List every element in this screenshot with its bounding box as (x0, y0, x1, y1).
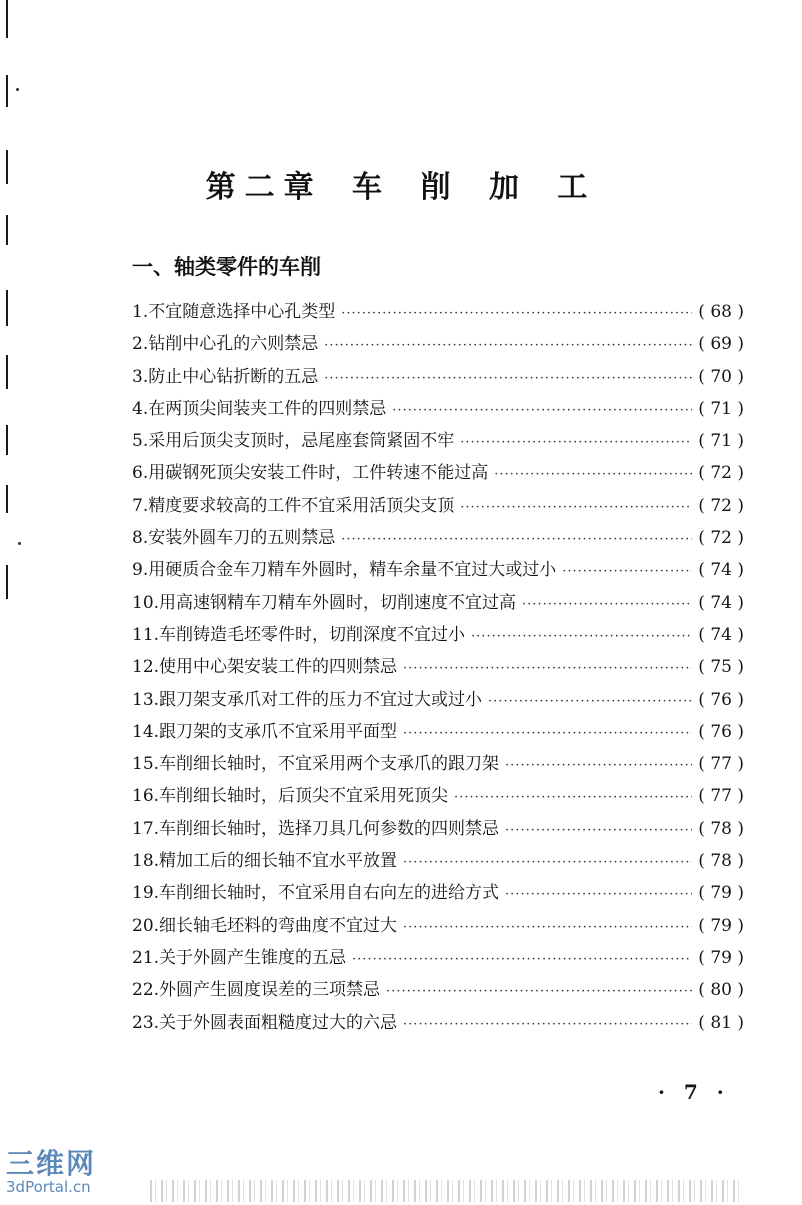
toc-entry (132, 845, 744, 877)
toc-dot-leader (505, 815, 692, 847)
toc-dot-leader (341, 298, 692, 330)
toc-entry (132, 554, 744, 586)
toc-dot-leader (403, 718, 692, 750)
toc-dot-leader (505, 879, 692, 911)
toc-dot-leader (403, 912, 692, 944)
toc-entry-page: ( 79 ) (698, 915, 744, 936)
toc-dot-leader (454, 782, 692, 814)
toc-entry-page: ( 69 ) (698, 334, 744, 355)
toc-dot-leader (505, 750, 692, 782)
toc-entry (132, 619, 744, 651)
binding-mark (6, 425, 8, 455)
toc-dot-leader (488, 686, 692, 718)
toc-dot-leader (352, 944, 692, 976)
toc-entry-title: 车削细长轴时，选择刀具几何参数的四则禁忌 (159, 818, 500, 839)
toc-entry-page: ( 78 ) (698, 851, 744, 872)
toc-entry-number: 4. (132, 398, 149, 419)
toc-entry-number: 15. (132, 754, 160, 775)
toc-entry (132, 361, 744, 393)
toc-dot-leader (471, 621, 692, 653)
toc-entry-page: ( 72 ) (698, 528, 744, 549)
toc-dot-leader (494, 459, 692, 491)
toc-dot-leader (403, 847, 692, 879)
toc-entry-number: 23. (132, 1012, 160, 1033)
page-number: · 7 · (658, 1080, 730, 1104)
toc-entry (132, 974, 744, 1006)
chapter-title: 第二章 车 削 加 工 (205, 170, 597, 205)
toc-entry-title: 跟刀架支承爪对工件的压力不宜过大或过小 (159, 689, 483, 710)
toc-entry-title: 关于外圆表面粗糙度过大的六忌 (159, 1012, 398, 1033)
scan-noise (150, 1180, 740, 1202)
toc-dot-leader (324, 330, 692, 362)
scan-speck (16, 88, 19, 91)
toc-entry-number: 3. (132, 366, 149, 387)
toc-entry (132, 748, 744, 780)
binding-mark (6, 215, 8, 245)
toc-entry-number: 16. (132, 786, 160, 807)
toc-entry-title: 关于外圆产生锥度的五忌 (159, 947, 347, 968)
toc-dot-leader (341, 524, 692, 556)
toc-entry-number: 13. (132, 689, 160, 710)
toc-entry (132, 1007, 744, 1039)
toc-entry-title: 精加工后的细长轴不宜水平放置 (159, 851, 398, 872)
toc-entry-title: 用硬质合金车刀精车外圆时，精车余量不宜过大或过小 (148, 560, 557, 581)
toc-entry-title: 安装外圆车刀的五则禁忌 (148, 528, 336, 549)
toc-entry-number: 5. (132, 431, 149, 452)
toc-entry-number: 18. (132, 851, 160, 872)
toc-entry-page: ( 70 ) (698, 366, 744, 387)
watermark-top-text: 三维网 (6, 1147, 97, 1180)
toc-entry-page: ( 71 ) (698, 431, 744, 452)
toc-entry-title: 用高速钢精车刀精车外圆时，切削速度不宜过高 (159, 592, 517, 613)
toc-entry-page: ( 79 ) (698, 947, 744, 968)
toc-entry (132, 296, 744, 328)
toc-entry-page: ( 71 ) (698, 398, 744, 419)
toc-entry-number: 21. (132, 947, 160, 968)
toc-entry-page: ( 76 ) (698, 689, 744, 710)
binding-mark (6, 75, 8, 107)
toc-entry (132, 490, 744, 522)
toc-entry-title: 外圆产生圆度误差的三项禁忌 (159, 980, 381, 1001)
table-of-contents (132, 296, 744, 1039)
toc-dot-leader (460, 492, 692, 524)
toc-entry (132, 910, 744, 942)
toc-entry-title: 跟刀架的支承爪不宜采用平面型 (159, 721, 398, 742)
toc-entry-title: 细长轴毛坯料的弯曲度不宜过大 (159, 915, 398, 936)
binding-mark (6, 290, 8, 326)
toc-entry-title: 采用后顶尖支顶时，忌尾座套筒紧固不牢 (148, 431, 455, 452)
toc-entry (132, 813, 744, 845)
toc-entry-number: 6. (132, 463, 149, 484)
toc-entry (132, 393, 744, 425)
toc-dot-leader (460, 427, 692, 459)
toc-dot-leader (392, 395, 692, 427)
toc-entry-page: ( 77 ) (698, 754, 744, 775)
binding-mark (6, 355, 8, 389)
toc-entry (132, 716, 744, 748)
toc-entry-title: 精度要求较高的工件不宜采用活顶尖支顶 (148, 495, 455, 516)
toc-dot-leader (324, 363, 692, 395)
toc-entry-number: 19. (132, 883, 160, 904)
toc-entry (132, 587, 744, 619)
toc-entry-page: ( 79 ) (698, 883, 744, 904)
toc-dot-leader (403, 1009, 692, 1041)
toc-entry-number: 22. (132, 980, 160, 1001)
toc-dot-leader (562, 556, 692, 588)
binding-mark (6, 565, 8, 599)
section-heading: 一、轴类零件的车削 (132, 255, 321, 279)
toc-entry-page: ( 72 ) (698, 463, 744, 484)
toc-entry-number: 12. (132, 657, 160, 678)
toc-entry-title: 车削细长轴时，不宜采用两个支承爪的跟刀架 (159, 754, 500, 775)
toc-entry (132, 684, 744, 716)
toc-entry-title: 使用中心架安装工件的四则禁忌 (159, 657, 398, 678)
toc-dot-leader (522, 589, 692, 621)
toc-entry (132, 457, 744, 489)
toc-entry-page: ( 77 ) (698, 786, 744, 807)
toc-dot-leader (403, 653, 692, 685)
toc-entry-number: 9. (132, 560, 149, 581)
watermark-logo (6, 1147, 97, 1196)
toc-entry (132, 942, 744, 974)
toc-dot-leader (386, 976, 692, 1008)
toc-entry-number: 7. (132, 495, 149, 516)
scan-speck (18, 542, 21, 545)
toc-entry-number: 11. (132, 624, 160, 645)
toc-entry-page: ( 76 ) (698, 721, 744, 742)
toc-entry (132, 522, 744, 554)
toc-entry (132, 651, 744, 683)
binding-mark (6, 485, 8, 513)
toc-entry-number: 10. (132, 592, 160, 613)
toc-entry-page: ( 68 ) (698, 302, 744, 322)
toc-entry-title: 钻削中心孔的六则禁忌 (148, 334, 319, 355)
watermark-bottom-text: 3dPortal.cn (6, 1178, 91, 1196)
toc-entry-title: 车削细长轴时，不宜采用自右向左的进给方式 (159, 883, 500, 904)
toc-entry-page: ( 81 ) (698, 1012, 744, 1033)
toc-entry (132, 780, 744, 812)
toc-entry-page: ( 75 ) (698, 657, 744, 678)
toc-entry-number: 2. (132, 334, 149, 355)
toc-entry-title: 防止中心钻折断的五忌 (148, 366, 319, 387)
toc-entry-number: 17. (132, 818, 160, 839)
toc-entry-number: 20. (132, 915, 160, 936)
toc-entry-title: 用碳钢死顶尖安装工件时，工件转速不能过高 (148, 463, 489, 484)
toc-entry (132, 877, 744, 909)
toc-entry-title: 车削细长轴时，后顶尖不宜采用死顶尖 (159, 786, 449, 807)
toc-entry-title: 在两顶尖间装夹工件的四则禁忌 (148, 398, 387, 419)
toc-entry-title: 车削铸造毛坯零件时，切削深度不宜过小 (159, 624, 466, 645)
toc-entry (132, 328, 744, 360)
toc-entry-page: ( 74 ) (698, 624, 744, 645)
toc-entry (132, 425, 744, 457)
toc-entry-page: ( 74 ) (698, 592, 744, 613)
toc-entry-number: 14. (132, 721, 160, 742)
toc-entry-page: ( 74 ) (698, 560, 744, 581)
binding-mark (6, 0, 8, 38)
toc-entry-number: 8. (132, 528, 149, 549)
toc-entry-page: ( 80 ) (698, 980, 744, 1001)
toc-entry-number: 1. (132, 302, 149, 322)
toc-entry-page: ( 78 ) (698, 818, 744, 839)
toc-entry-title: 不宜随意选择中心孔类型 (148, 302, 336, 322)
toc-entry-page: ( 72 ) (698, 495, 744, 516)
